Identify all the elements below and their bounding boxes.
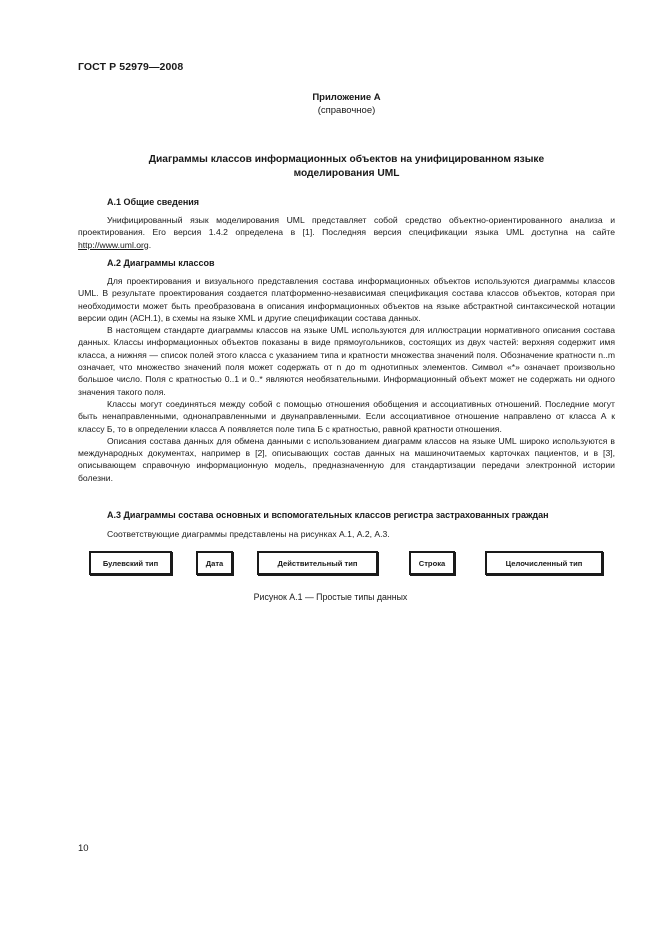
a2-paragraph-3: Классы могут соединяться между собой с помощью отношения обобщения и ассоциативных отношений. Последние могут быть ненаправленными, однонаправленными и двунаправленными. Если ассоциативное отношение направлено от класса А к классу Б, то в определении класса А появляется поле типа Б с кратностью, равной кратности отношения. (78, 398, 615, 434)
type-box-boolean: Булевский тип (89, 551, 172, 575)
a2-paragraph-2: В настоящем стандарте диаграммы классов на языке UML используются для иллюстрации нормативного описания состава данных. Классы информационных объектов показаны в виде прямоугольников, состоящих из двух частей: верхняя содержит имя класса, а нижняя — список полей этого класса с указанием типа и кратности множества значений поля. Обозначение кратности n..m означает, что множество значений поля может содержать от n до m однотипных элементов. Символ «*» означает произвольно большое число. Поля с кратностью 0..1 и 0..* являются необязательными. Информационный объект может не содержать ни одного значения такого поля. (78, 325, 615, 397)
figure-caption: Рисунок А.1 — Простые типы данных (253, 592, 408, 602)
standard-number: ГОСТ Р 52979—2008 (78, 61, 184, 73)
type-box-integer: Целочисленный тип (485, 551, 603, 575)
page-number: 10 (78, 843, 89, 854)
type-box-real: Действительный тип (257, 551, 378, 575)
title-line-2: моделирования UML (293, 168, 400, 179)
uml-site-link[interactable]: http://www.uml.org (78, 239, 149, 250)
section-a2-body (78, 275, 615, 484)
document-title (100, 153, 593, 181)
a3-text: Соответствующие диаграммы представлены на рисунках А.1, А.2, А.3. (107, 529, 390, 539)
figure-a1-diagram (0, 551, 661, 577)
section-a2-heading: А.2 Диаграммы классов (107, 258, 215, 268)
title-line-1: Диаграммы классов информационных объектов на унифицированном языке (148, 154, 545, 165)
a1-text-end: . (148, 239, 152, 250)
a2-paragraph-1: Для проектирования и визуального представления состава информационных объектов используются диаграммы классов UML. В результате проектирования создается платформенно-независимая спецификация состава классов объектов, которая при необходимости может быть преобразована в описания информационных объектов на языке абстрактной синтаксической нотации версии один (АСН.1), в схемы на языке XML и другие спецификации состава данных. (78, 276, 615, 323)
a2-paragraph-4: Описания состава данных для обмена данными с использованием диаграмм классов на языке UML широко используются в международных документах, например в [2], описывающих состав данных на машиночитаемых карточках пациентов, и в [3], описывающем справочную информационную модель, предназначенную для стандартизации передачи электронной истории болезни. (78, 435, 615, 483)
appendix-status: (справочное) (317, 105, 376, 116)
a1-text: Унифицированный язык моделирования UML представляет собой средство объектно-ориентированного анализа и проектирования. Его версия 1.4.2 определена в [1]. Последняя версия спецификации языка UML доступна на сайте (78, 215, 615, 238)
section-a3-paragraph (78, 528, 615, 540)
section-a1-heading: А.1 Общие сведения (107, 197, 200, 207)
appendix-title: Приложение А (312, 92, 381, 103)
section-a3-heading: А.3 Диаграммы состава основных и вспомогательных классов регистра застрахованных граждан (107, 510, 549, 520)
type-box-string: Строка (409, 551, 455, 575)
section-a1-paragraph (78, 214, 615, 251)
type-box-date: Дата (196, 551, 233, 575)
